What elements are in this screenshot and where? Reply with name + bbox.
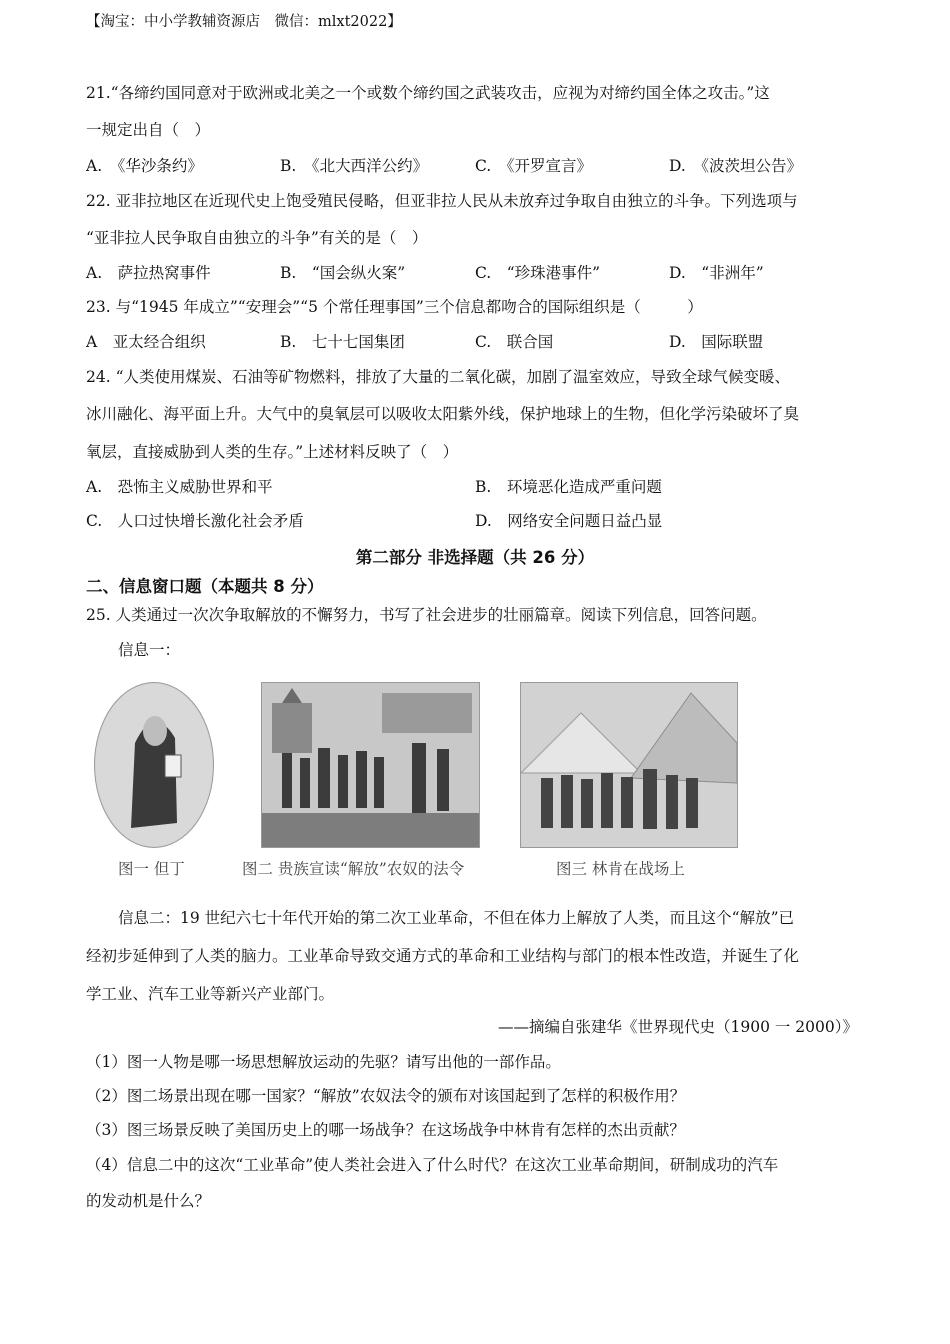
q24-option-d: D. 网络安全问题日益凸显 [475,512,663,530]
q21-option-d: D. 《波茨坦公告》 [669,157,803,175]
q23-option-c: C. 联合国 [475,333,554,351]
q22-option-b: B. “国会纵火案” [280,264,406,282]
sub-question-3: （3）图三场景反映了美国历史上的哪一场战争？在这场战争中林肯有怎样的杰出贡献？ [86,1121,685,1139]
info-two-line2: 经初步延伸到了人类的脑力。工业革命导致交通方式的革命和工业结构与部门的根本性改造，并诞生了化 [86,947,800,965]
question-24-line3: 氧层，直接威胁到人类的生存。”上述材料反映了（ ） [86,443,459,461]
q21-option-c: C. 《开罗宣言》 [475,157,592,175]
q21-option-b: B. 《北大西洋公约》 [280,157,429,175]
sub-question-1: （1）图一人物是哪一场思想解放运动的先驱？请写出他的一部作品。 [86,1053,561,1071]
q22-option-c: C. “珍珠港事件” [475,264,601,282]
info-two-source: ——摘编自张建华《世界现代史（1900 一 2000）》 [498,1018,858,1036]
question-24-line2: 冰川融化、海平面上升。大气中的臭氧层可以吸收太阳紫外线，保护地球上的生物，但化学污染破坏了臭 [86,405,800,423]
section-title: 二、信息窗口题（本题共 8 分） [86,577,324,596]
q21-option-a: A. 《华沙条约》 [86,157,203,175]
q23-option-a: A 亚太经合组织 [86,333,206,351]
question-21-line2: 一规定出自（ ） [86,121,211,139]
caption-figure-three: 图三 林肯在战场上 [556,860,685,878]
question-25-intro: 25. 人类通过一次次争取解放的不懈努力，书写了社会进步的壮丽篇章。阅读下列信息，回答问题。 [86,606,767,624]
q23-option-d: D. 国际联盟 [669,333,764,351]
sub-question-4: （4）信息二中的这次“工业革命”使人类社会进入了什么时代？在这次工业革命期间，研制成功的汽车 [86,1156,779,1174]
sub-question-4-line2: 的发动机是什么？ [86,1192,211,1210]
page-header: 【淘宝：中小学教辅资源店 微信：mlxt2022】 [86,14,402,30]
lincoln-battlefield-image [520,682,738,848]
sub-question-2: （2）图二场景出现在哪一国家？“解放”农奴法令的颁布对该国起到了怎样的积极作用？ [86,1087,686,1105]
q24-option-a: A. 恐怖主义威胁世界和平 [86,478,273,496]
info-one-label: 信息一： [118,641,181,659]
question-21-line1: 21.“各缔约国同意对于欧洲或北美之一个或数个缔约国之武装攻击，应视为对缔约国全体之攻击。”这 [86,84,770,102]
caption-figure-two: 图二 贵族宣读“解放”农奴的法令 [242,860,465,878]
question-24-line1: 24. “人类使用煤炭、石油等矿物燃料，排放了大量的二氧化碳，加剧了温室效应，导致全球气候变暖、 [86,368,791,386]
part-two-title: 第二部分 非选择题（共 26 分） [355,548,595,567]
question-22-line2: “亚非拉人民争取自由独立的斗争”有关的是（ ） [86,229,428,247]
q22-option-d: D. “非洲年” [669,264,764,282]
serf-emancipation-image [261,682,480,848]
dante-portrait-image [94,682,214,848]
q24-option-b: B. 环境恶化造成严重问题 [475,478,662,496]
q23-option-b: B. 七十七国集团 [280,333,405,351]
info-two-line3: 学工业、汽车工业等新兴产业部门。 [86,985,335,1003]
question-22-line1: 22. 亚非拉地区在近现代史上饱受殖民侵略，但亚非拉人民从未放弃过争取自由独立的斗争。下列选项与 [86,192,798,210]
info-two-line1: 信息二：19 世纪六七十年代开始的第二次工业革命，不但在体力上解放了人类，而且这个“解放”已 [118,909,795,927]
question-23-line1: 23. 与“1945 年成立”“安理会”“5 个常任理事国”三个信息都吻合的国际组织是（ ） [86,298,703,316]
q24-option-c: C. 人口过快增长激化社会矛盾 [86,512,304,530]
caption-figure-one: 图一 但丁 [118,860,185,878]
q22-option-a: A. 萨拉热窝事件 [86,264,211,282]
